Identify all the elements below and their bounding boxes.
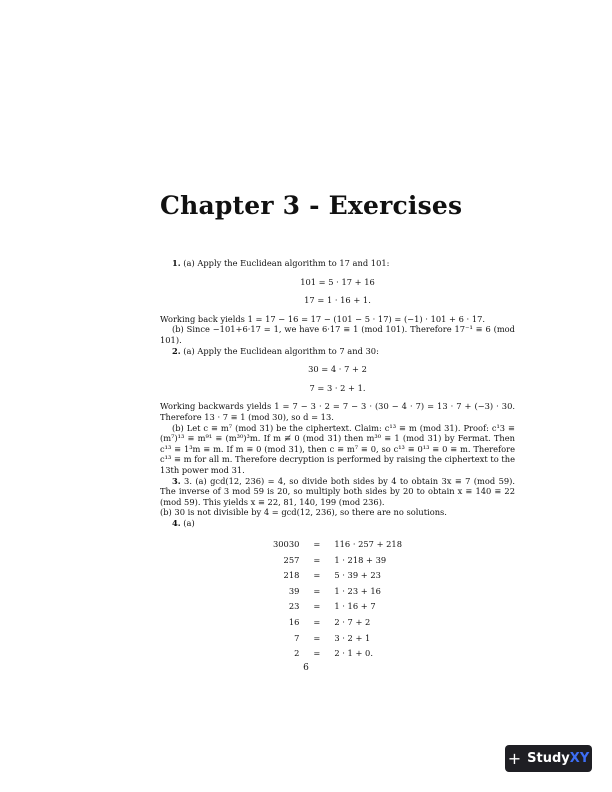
euclidean-step-row <box>273 646 402 662</box>
document-body <box>160 258 515 661</box>
exercise-2-part-b: (b) Let c ≡ m⁷ (mod 31) be the ciphertext. Claim: c¹³ ≡ m (mod 31). Proof: c¹3 ≡ (m⁷)¹³ ≡ m⁹¹ ≡ (m³⁰)³m. If m ≢ 0 (mod 31) then m³⁰ ≡ 1 (mod 31) by Fermat. Then c¹³ ≡ 1³m ≡ m. If m ≡ 0 (mod 31), then c ≡ m⁷ ≡ 0, so c¹³ ≡ 0¹³ ≡ 0 ≡ m. Therefore c¹³ ≡ m for all m. Therefore decryption is performed by raising the ciphertext to the 13th power mod 31. <box>160 422 515 475</box>
step-relation: = <box>313 601 321 612</box>
step-rhs: 5 · 39 + 23 <box>334 570 381 581</box>
euclidean-step-row <box>273 552 402 568</box>
euclidean-step-row <box>273 568 402 584</box>
step-rhs: 2 · 1 + 0. <box>334 648 373 659</box>
euclidean-step-row <box>273 599 402 615</box>
euclidean-step-row <box>273 583 402 599</box>
exercise-1-intro <box>160 258 515 269</box>
plus-icon: + <box>507 748 522 768</box>
euclidean-step-row <box>273 536 402 552</box>
exercise-2-intro-text: (a) Apply the Euclidean algorithm to 7 and 30: <box>180 345 379 356</box>
exercise-2-back-substitution: Working backwards yields 1 = 7 − 3 · 2 = 7 − 3 · (30 − 4 · 7) = 13 · 7 + (−3) · 30. Therefore 13 · 7 ≡ 1 (mod 30), so d = 13. <box>160 401 515 422</box>
step-lhs: 218 <box>283 570 300 581</box>
exercise-4-intro <box>160 518 515 529</box>
step-relation: = <box>313 632 321 643</box>
step-lhs: 30030 <box>272 538 300 549</box>
step-lhs: 16 <box>288 616 300 627</box>
step-relation: = <box>313 585 321 596</box>
exercise-1-equation-1: 101 = 5 · 17 + 16 <box>300 276 375 287</box>
step-rhs: 116 · 257 + 218 <box>334 538 402 549</box>
step-rhs: 2 · 7 + 2 <box>334 616 371 627</box>
euclidean-steps-body <box>273 536 402 661</box>
step-rhs: 1 · 218 + 39 <box>334 554 387 565</box>
step-lhs: 257 <box>283 554 300 565</box>
exercise-1-part-b: (b) Since −101+6·17 = 1, we have 6·17 ≡ 1 (mod 101). Therefore 17⁻¹ ≡ 6 (mod 101). <box>160 324 515 345</box>
step-rhs: 1 · 16 + 7 <box>334 601 376 612</box>
step-relation: = <box>313 616 321 627</box>
exercise-4-number: 4. <box>172 517 181 528</box>
exercise-3-part-b: (b) 30 is not divisible by 4 = gcd(12, 236), so there are no solutions. <box>160 507 447 518</box>
badge-text-study: Study <box>527 751 570 766</box>
exercise-3-part-a <box>160 476 515 508</box>
euclidean-steps-table <box>273 536 402 661</box>
step-lhs: 2 <box>294 648 300 659</box>
exercise-2-number: 2. <box>172 345 181 356</box>
exercise-2-equation-1: 30 = 4 · 7 + 2 <box>308 364 367 375</box>
step-rhs: 3 · 2 + 1 <box>334 632 371 643</box>
step-relation: = <box>313 570 321 581</box>
exercise-1-intro-text: (a) Apply the Euclidean algorithm to 17 and 101: <box>180 258 390 268</box>
page-number: 6 <box>303 663 309 673</box>
chapter-title: Chapter 3 - Exercises <box>160 191 463 220</box>
exercise-2-equation-2: 7 = 3 · 2 + 1. <box>309 382 366 393</box>
studyxy-badge[interactable] <box>505 745 592 772</box>
step-rhs: 1 · 23 + 16 <box>334 585 381 596</box>
step-lhs: 23 <box>288 601 300 612</box>
exercise-1-number: 1. <box>172 258 181 268</box>
exercise-4-intro-text: (a) <box>180 517 195 528</box>
badge-text-xy: XY <box>569 751 590 766</box>
exercise-3-number: 3. <box>172 475 181 486</box>
step-lhs: 7 <box>294 632 300 643</box>
step-relation: = <box>313 648 321 659</box>
euclidean-step-row <box>273 630 402 646</box>
exercise-2-intro <box>160 346 515 357</box>
step-relation: = <box>313 538 321 549</box>
exercise-1-back-substitution: Working back yields 1 = 17 − 16 = 17 − (101 − 5 · 17) = (−1) · 101 + 6 · 17. <box>160 313 486 324</box>
step-lhs: 39 <box>288 585 300 596</box>
step-relation: = <box>313 554 321 565</box>
euclidean-step-row <box>273 614 402 630</box>
exercise-1-equation-2: 17 = 1 · 16 + 1. <box>304 295 371 306</box>
exercise-3-part-a-text: 3. (a) gcd(12, 236) = 4, so divide both sides by 4 to obtain 3x ≡ 7 (mod 59). The inverse of 3 mod 59 is 20, so multiply both sides by 20 to obtain x ≡ 140 ≡ 22 (mod 59). This yields x ≡ 22, 81, 140, 199 (mod 236). <box>160 475 515 507</box>
